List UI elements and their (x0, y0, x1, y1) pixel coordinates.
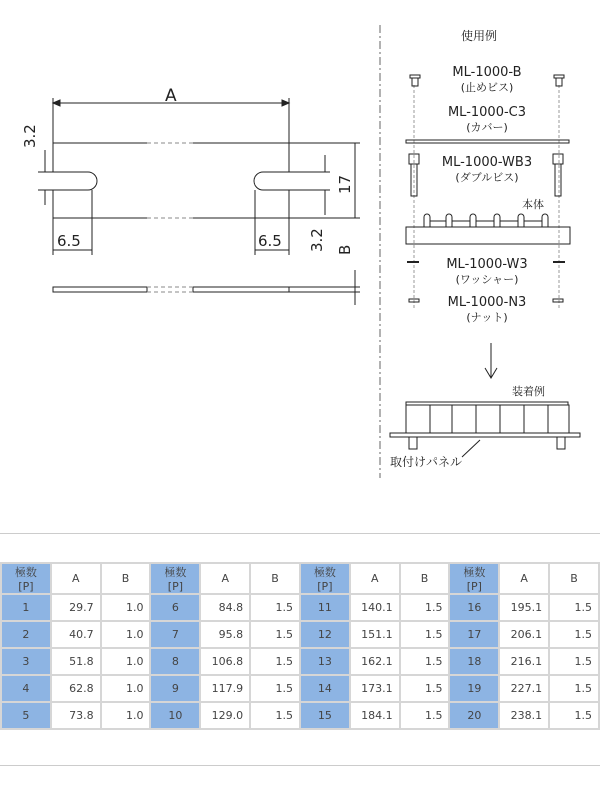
header-b: B (250, 563, 300, 594)
b-value-cell: 1.0 (101, 648, 151, 675)
table-row (1, 621, 599, 648)
pole-count-cell: 6 (150, 594, 200, 621)
panel-label: 取付けパネル (390, 455, 463, 469)
b-value-cell: 1.5 (400, 621, 450, 648)
dim-3-2-label: 3.2 (21, 124, 39, 148)
a-value-cell: 62.8 (51, 675, 101, 702)
a-value-cell: 238.1 (499, 702, 549, 729)
part-code: ML-1000-WB3 (441, 155, 533, 170)
header-poles: 極数[P] (150, 563, 200, 594)
dim-17-label: 17 (336, 174, 354, 194)
a-value-cell: 117.9 (200, 675, 250, 702)
dimension-table (0, 562, 600, 730)
a-value-cell: 184.1 (350, 702, 400, 729)
b-value-cell: 1.5 (549, 648, 599, 675)
b-value-cell: 1.5 (400, 648, 450, 675)
pole-count-cell: 16 (449, 594, 499, 621)
b-value-cell: 1.5 (250, 648, 300, 675)
b-value-cell: 1.5 (549, 594, 599, 621)
pole-count-cell: 9 (150, 675, 200, 702)
header-a: A (200, 563, 250, 594)
cover-part (406, 140, 569, 143)
part-name: (カバー) (466, 121, 508, 134)
part-code: ML-1000-C3 (447, 105, 527, 120)
b-value-cell: 1.5 (549, 675, 599, 702)
dim-6-5-right-label: 6.5 (258, 232, 282, 250)
pole-count-cell: 17 (449, 621, 499, 648)
table-row (1, 648, 599, 675)
dim-a-label: A (165, 86, 177, 106)
table-header-row (1, 563, 599, 594)
b-value-cell: 1.5 (400, 702, 450, 729)
b-value-cell: 1.0 (101, 594, 151, 621)
b-value-cell: 1.5 (549, 702, 599, 729)
header-a: A (51, 563, 101, 594)
a-value-cell: 216.1 (499, 648, 549, 675)
a-value-cell: 140.1 (350, 594, 400, 621)
b-value-cell: 1.0 (101, 621, 151, 648)
b-value-cell: 1.5 (250, 621, 300, 648)
pole-count-cell: 19 (449, 675, 499, 702)
a-value-cell: 173.1 (350, 675, 400, 702)
pole-count-cell: 3 (1, 648, 51, 675)
a-value-cell: 162.1 (350, 648, 400, 675)
usage-title: 使用例 (461, 29, 498, 43)
pole-count-cell: 8 (150, 648, 200, 675)
table-row (1, 702, 599, 729)
b-value-cell: 1.5 (400, 594, 450, 621)
body-label: 本体 (522, 198, 544, 211)
b-value-cell: 1.5 (549, 621, 599, 648)
a-value-cell: 151.1 (350, 621, 400, 648)
pole-count-cell: 11 (300, 594, 350, 621)
part-code: ML-1000-N3 (447, 295, 527, 310)
a-value-cell: 84.8 (200, 594, 250, 621)
part-name: (ダブルビス) (455, 171, 519, 184)
a-value-cell: 73.8 (51, 702, 101, 729)
pole-count-cell: 13 (300, 648, 350, 675)
pole-count-cell: 14 (300, 675, 350, 702)
part-name: (ナット) (466, 311, 508, 324)
header-b: B (549, 563, 599, 594)
b-value-cell: 1.5 (250, 702, 300, 729)
b-value-cell: 1.0 (101, 702, 151, 729)
pole-count-cell: 5 (1, 702, 51, 729)
a-value-cell: 106.8 (200, 648, 250, 675)
a-value-cell: 40.7 (51, 621, 101, 648)
header-b: B (101, 563, 151, 594)
part-code: ML-1000-W3 (446, 257, 528, 272)
dim-b-label: B (336, 244, 354, 255)
header-b: B (400, 563, 450, 594)
table-row (1, 594, 599, 621)
dim-6-5-left-label: 6.5 (57, 232, 81, 250)
dim-3-2-side-label: 3.2 (308, 228, 326, 252)
pole-count-cell: 2 (1, 621, 51, 648)
a-value-cell: 195.1 (499, 594, 549, 621)
pole-count-cell: 20 (449, 702, 499, 729)
header-a: A (499, 563, 549, 594)
a-value-cell: 29.7 (51, 594, 101, 621)
pole-count-cell: 4 (1, 675, 51, 702)
divider-top (0, 533, 600, 534)
header-poles: 極数[P] (449, 563, 499, 594)
pole-count-cell: 18 (449, 648, 499, 675)
b-value-cell: 1.5 (250, 594, 300, 621)
mount-example-label: 装着例 (512, 385, 545, 398)
divider-bottom (0, 765, 600, 766)
table-row (1, 675, 599, 702)
part-name: (止めビス) (460, 81, 514, 94)
b-value-cell: 1.5 (400, 675, 450, 702)
plate-left (53, 143, 147, 218)
plate-right (193, 143, 289, 218)
header-poles: 極数[P] (300, 563, 350, 594)
pole-count-cell: 15 (300, 702, 350, 729)
part-name: (ワッシャー) (455, 273, 519, 286)
header-poles: 極数[P] (1, 563, 51, 594)
part-code: ML-1000-B (452, 65, 522, 80)
pole-count-cell: 7 (150, 621, 200, 648)
pole-count-cell: 12 (300, 621, 350, 648)
header-a: A (350, 563, 400, 594)
b-value-cell: 1.0 (101, 675, 151, 702)
a-value-cell: 129.0 (200, 702, 250, 729)
a-value-cell: 206.1 (499, 621, 549, 648)
pole-count-cell: 10 (150, 702, 200, 729)
a-value-cell: 51.8 (51, 648, 101, 675)
b-value-cell: 1.5 (250, 675, 300, 702)
terminal-body (406, 227, 570, 244)
a-value-cell: 227.1 (499, 675, 549, 702)
pole-count-cell: 1 (1, 594, 51, 621)
a-value-cell: 95.8 (200, 621, 250, 648)
